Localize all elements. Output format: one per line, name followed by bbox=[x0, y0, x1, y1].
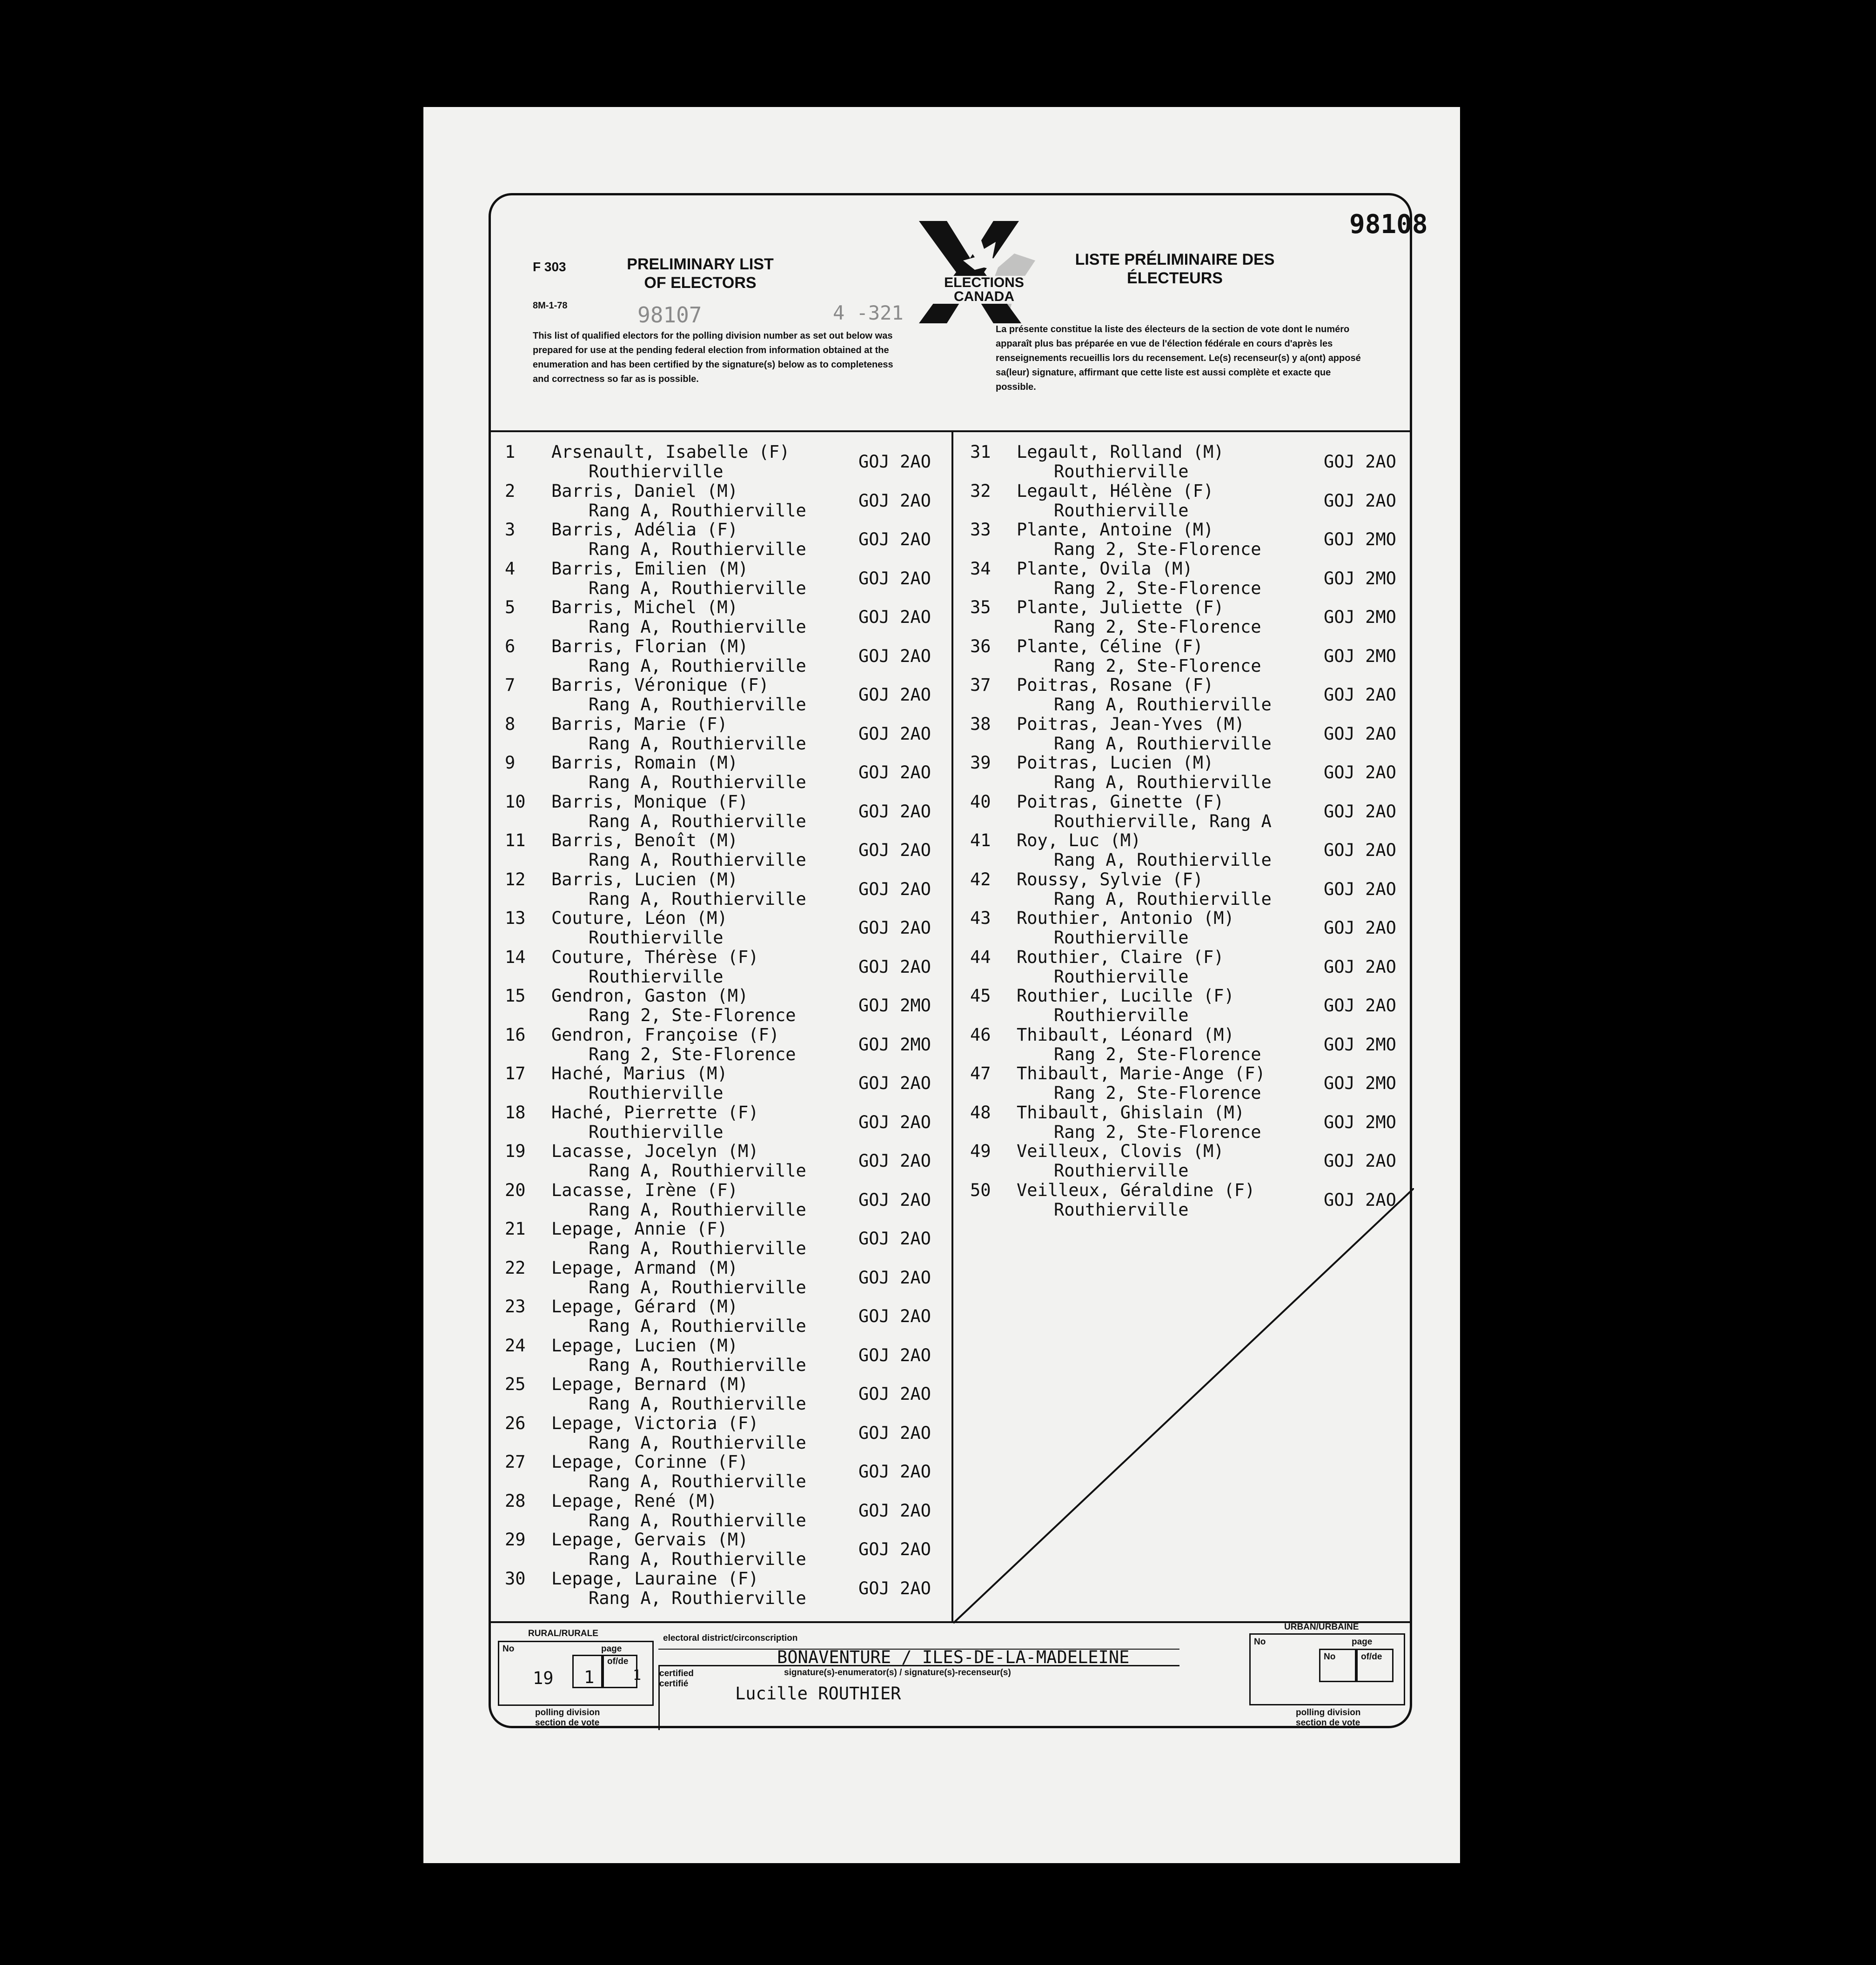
elector-postal-code: GOJ 2AO bbox=[1324, 918, 1396, 938]
elector-address: Rang A, Routhierville bbox=[589, 617, 806, 637]
elector-postal-code: GOJ 2AO bbox=[1324, 801, 1396, 822]
elector-name: Barris, Romain (M) bbox=[551, 753, 738, 773]
elector-address: Routhierville bbox=[1054, 461, 1189, 481]
rural-label: RURAL/RURALE bbox=[528, 1629, 598, 1638]
elector-name: Barris, Marie (F) bbox=[551, 714, 728, 734]
elector-name: Veilleux, Clovis (M) bbox=[1017, 1141, 1224, 1161]
elector-name: Lepage, Bernard (M) bbox=[551, 1374, 749, 1394]
logo-text-canada: CANADA bbox=[954, 289, 1014, 304]
elector-entry bbox=[970, 909, 1417, 948]
elector-entry bbox=[970, 1142, 1417, 1181]
elector-name: Thibault, Ghislain (M) bbox=[1017, 1102, 1245, 1123]
elector-entry bbox=[970, 715, 1417, 754]
elector-entry bbox=[505, 831, 951, 870]
elector-number: 40 bbox=[970, 791, 991, 812]
elector-entry bbox=[970, 598, 1417, 637]
elector-name: Thibault, Léonard (M) bbox=[1017, 1024, 1234, 1045]
elector-entry bbox=[970, 637, 1417, 676]
elector-postal-code: GOJ 2AO bbox=[1324, 956, 1396, 977]
document-sheet bbox=[423, 107, 1460, 1863]
elector-name: Legault, Hélène (F) bbox=[1017, 481, 1214, 501]
elector-entry bbox=[970, 753, 1417, 792]
elector-postal-code: GOJ 2AO bbox=[858, 956, 931, 977]
elector-name: Lepage, Victoria (F) bbox=[551, 1413, 759, 1433]
elector-postal-code: GOJ 2AO bbox=[858, 918, 931, 938]
elector-number: 43 bbox=[970, 908, 991, 928]
elector-entry bbox=[505, 792, 951, 831]
elector-number: 20 bbox=[505, 1180, 526, 1200]
elector-name: Routhier, Lucille (F) bbox=[1017, 986, 1234, 1006]
elector-number: 30 bbox=[505, 1568, 526, 1589]
elector-address: Routhierville bbox=[589, 1083, 724, 1103]
elector-entry bbox=[970, 986, 1417, 1025]
elector-name: Couture, Thérèse (F) bbox=[551, 947, 759, 967]
elector-postal-code: GOJ 2AO bbox=[858, 1384, 931, 1404]
elector-entry bbox=[505, 1297, 951, 1336]
elector-address: Rang A, Routhierville bbox=[589, 1549, 806, 1569]
elector-address: Rang 2, Ste-Florence bbox=[1054, 617, 1261, 637]
intro-french: La présente constitue la liste des électeurs de la section de vote dont le numéro apparaît plus bas préparée en vue de l'élection fédérale en cours d'après les renseignements recueillis lors du recensement. Le(s) recenseur(s) y a(ont) apposé sa(leur) signature, affirmant que cette liste est aussi complète et exacte que possible. bbox=[996, 324, 1361, 392]
elector-number: 5 bbox=[505, 597, 516, 617]
elector-entry bbox=[970, 831, 1417, 870]
elector-address: Rang 2, Ste-Florence bbox=[589, 1005, 796, 1025]
elector-postal-code: GOJ 2AO bbox=[1324, 1151, 1396, 1171]
elections-canada-logo bbox=[914, 216, 1054, 323]
elector-number: 25 bbox=[505, 1374, 526, 1394]
elector-entry bbox=[505, 520, 951, 559]
elector-address: Rang A, Routhierville bbox=[589, 1355, 806, 1375]
elector-entry bbox=[505, 481, 951, 521]
elector-number: 23 bbox=[505, 1297, 526, 1317]
elector-number: 29 bbox=[505, 1530, 526, 1550]
elector-name: Barris, Benoît (M) bbox=[551, 830, 738, 850]
elector-name: Legault, Rolland (M) bbox=[1017, 442, 1224, 462]
elector-name: Lepage, Corinne (F) bbox=[551, 1452, 749, 1472]
elector-name: Veilleux, Géraldine (F) bbox=[1017, 1180, 1255, 1200]
elector-name: Gendron, Gaston (M) bbox=[551, 986, 749, 1006]
elector-postal-code: GOJ 2AO bbox=[858, 1190, 931, 1210]
elector-address: Routhierville bbox=[1054, 966, 1189, 987]
elector-name: Roy, Luc (M) bbox=[1017, 830, 1141, 850]
elector-number: 32 bbox=[970, 481, 991, 501]
page-number: 1 bbox=[584, 1667, 595, 1687]
elector-number: 49 bbox=[970, 1141, 991, 1161]
elector-postal-code: GOJ 2AO bbox=[1324, 452, 1396, 472]
elector-address: Rang A, Routhierville bbox=[589, 539, 806, 559]
elector-address: Rang A, Routhierville bbox=[589, 1510, 806, 1531]
elector-entry bbox=[505, 1491, 951, 1531]
elector-name: Barris, Lucien (M) bbox=[551, 869, 738, 889]
elector-entry bbox=[505, 1219, 951, 1258]
urban-page-label: page bbox=[1352, 1637, 1373, 1647]
elector-number: 41 bbox=[970, 830, 991, 850]
elector-name: Barris, Daniel (M) bbox=[551, 481, 738, 501]
elector-address: Rang 2, Ste-Florence bbox=[1054, 1044, 1261, 1064]
urban-no-label: No bbox=[1254, 1637, 1266, 1647]
elector-number: 26 bbox=[505, 1413, 526, 1433]
elector-entry bbox=[505, 1064, 951, 1103]
elector-number: 33 bbox=[970, 520, 991, 540]
elector-number: 7 bbox=[505, 675, 516, 695]
page-of-number: 1 bbox=[633, 1667, 642, 1684]
elector-address: Rang A, Routhierville bbox=[589, 1316, 806, 1336]
elector-number: 21 bbox=[505, 1219, 526, 1239]
elector-name: Lepage, Annie (F) bbox=[551, 1219, 728, 1239]
elector-address: Routhierville bbox=[1054, 1199, 1189, 1220]
elector-address: Rang A, Routhierville bbox=[589, 655, 806, 676]
district-value: BONAVENTURE / ILES-DE-LA-MADELEINE bbox=[777, 1647, 1130, 1667]
elector-name: Plante, Céline (F) bbox=[1017, 636, 1203, 656]
elector-postal-code: GOJ 2AO bbox=[858, 1229, 931, 1249]
elector-address: Rang A, Routhierville bbox=[1054, 772, 1272, 792]
elector-name: Lepage, Gérard (M) bbox=[551, 1297, 738, 1317]
elector-address: Rang A, Routhierville bbox=[589, 1471, 806, 1491]
elector-postal-code: GOJ 2AO bbox=[1324, 685, 1396, 705]
elector-entry bbox=[505, 1258, 951, 1297]
logo-text-elections: ELECTIONS bbox=[944, 275, 1024, 290]
elector-address: Rang A, Routhierville bbox=[589, 1432, 806, 1453]
elector-address: Routhierville bbox=[589, 461, 724, 481]
elector-name: Thibault, Marie-Ange (F) bbox=[1017, 1063, 1266, 1083]
elector-number: 35 bbox=[970, 597, 991, 617]
elector-postal-code: GOJ 2AO bbox=[1324, 996, 1396, 1016]
rural-no-label: No bbox=[502, 1644, 515, 1654]
elector-number: 37 bbox=[970, 675, 991, 695]
elector-entry bbox=[970, 442, 1417, 481]
elector-name: Barris, Adélia (F) bbox=[551, 520, 738, 540]
elector-address: Rang A, Routhierville bbox=[589, 1199, 806, 1220]
elector-number: 24 bbox=[505, 1335, 526, 1356]
elector-entry bbox=[505, 909, 951, 948]
elector-entry bbox=[970, 481, 1417, 521]
elector-name: Poitras, Ginette (F) bbox=[1017, 791, 1224, 812]
elector-name: Lepage, René (M) bbox=[551, 1490, 717, 1511]
elector-postal-code: GOJ 2MO bbox=[1324, 1073, 1396, 1093]
elector-number: 27 bbox=[505, 1452, 526, 1472]
elector-number: 36 bbox=[970, 636, 991, 656]
elector-name: Arsenault, Isabelle (F) bbox=[551, 442, 790, 462]
elector-entry bbox=[505, 1025, 951, 1064]
elector-postal-code: GOJ 2AO bbox=[858, 1578, 931, 1598]
elector-postal-code: GOJ 2AO bbox=[858, 452, 931, 472]
urban-of-label: of/de bbox=[1361, 1652, 1382, 1662]
elector-entry bbox=[505, 1569, 951, 1608]
elector-address: Rang A, Routhierville bbox=[589, 578, 806, 598]
elector-entry bbox=[970, 792, 1417, 831]
elector-number: 46 bbox=[970, 1024, 991, 1045]
elector-entry bbox=[505, 870, 951, 909]
elector-postal-code: GOJ 2MO bbox=[1324, 646, 1396, 666]
elector-entry bbox=[505, 1530, 951, 1569]
certified-label: certified certifié bbox=[659, 1669, 694, 1689]
elector-name: Poitras, Jean-Yves (M) bbox=[1017, 714, 1245, 734]
elector-name: Routhier, Claire (F) bbox=[1017, 947, 1224, 967]
elector-address: Rang 2, Ste-Florence bbox=[1054, 1122, 1261, 1142]
elector-address: Routhierville bbox=[589, 1122, 724, 1142]
elector-number: 3 bbox=[505, 520, 516, 540]
elector-number: 34 bbox=[970, 558, 991, 579]
elector-number: 13 bbox=[505, 908, 526, 928]
elector-entry bbox=[505, 1181, 951, 1220]
elector-postal-code: GOJ 2AO bbox=[858, 1267, 931, 1288]
elector-name: Haché, Marius (M) bbox=[551, 1063, 728, 1083]
elector-postal-code: GOJ 2AO bbox=[858, 1112, 931, 1132]
elector-address: Routhierville, Rang A bbox=[1054, 811, 1272, 831]
elector-number: 2 bbox=[505, 481, 516, 501]
elector-postal-code: GOJ 2AO bbox=[1324, 490, 1396, 511]
elector-number: 31 bbox=[970, 442, 991, 462]
elector-address: Rang 2, Ste-Florence bbox=[1054, 539, 1261, 559]
elector-address: Rang A, Routhierville bbox=[589, 889, 806, 909]
elector-number: 16 bbox=[505, 1024, 526, 1045]
elector-entry bbox=[505, 675, 951, 715]
elector-entry bbox=[970, 870, 1417, 909]
elector-number: 28 bbox=[505, 1490, 526, 1511]
elector-address: Routhierville bbox=[589, 928, 724, 948]
elector-address: Rang A, Routhierville bbox=[589, 733, 806, 754]
elector-address: Rang A, Routhierville bbox=[589, 850, 806, 870]
elector-number: 45 bbox=[970, 986, 991, 1006]
elector-postal-code: GOJ 2AO bbox=[858, 490, 931, 511]
elector-postal-code: GOJ 2AO bbox=[858, 1151, 931, 1171]
elector-number: 22 bbox=[505, 1257, 526, 1278]
elector-entry bbox=[505, 637, 951, 676]
form-frame bbox=[489, 193, 1428, 1728]
elector-entry bbox=[970, 1103, 1417, 1142]
polling-division-number: 19 bbox=[533, 1668, 554, 1688]
elector-address: Rang A, Routhierville bbox=[589, 500, 806, 521]
urban-no2-label: No bbox=[1324, 1652, 1336, 1662]
blank-area-diagonal bbox=[953, 1188, 1414, 1625]
elector-entry bbox=[505, 1103, 951, 1142]
title-english: PRELIMINARY LIST OF ELECTORS bbox=[627, 255, 774, 292]
elector-entry bbox=[970, 1025, 1417, 1064]
elector-address: Routhierville bbox=[1054, 928, 1189, 948]
elector-name: Plante, Ovila (M) bbox=[1017, 558, 1193, 579]
elector-number: 1 bbox=[505, 442, 516, 462]
elector-postal-code: GOJ 2MO bbox=[1324, 1112, 1396, 1132]
elector-name: Barris, Florian (M) bbox=[551, 636, 749, 656]
elector-postal-code: GOJ 2AO bbox=[858, 1500, 931, 1521]
elector-postal-code: GOJ 2AO bbox=[1324, 879, 1396, 899]
enumerator-signature: Lucille ROUTHIER bbox=[735, 1684, 901, 1704]
elector-postal-code: GOJ 2AO bbox=[858, 1345, 931, 1365]
elector-entry bbox=[505, 1414, 951, 1453]
elector-entry bbox=[505, 442, 951, 481]
form-footer bbox=[491, 1621, 1410, 1730]
intro-english: This list of qualified electors for the polling division number as set out below was prepared for use at the pending federal election from information obtained at the enumeration and has been certified by the signature(s) below as to completeness and correctness so far as is possible. bbox=[533, 331, 893, 384]
elector-entry bbox=[505, 986, 951, 1025]
title-french: LISTE PRÉLIMINAIRE DES ÉLECTEURS bbox=[1075, 251, 1275, 287]
elector-number: 12 bbox=[505, 869, 526, 889]
elector-address: Rang A, Routhierville bbox=[589, 695, 806, 715]
form-code: F 303 bbox=[533, 260, 566, 274]
elector-entry bbox=[505, 1336, 951, 1375]
elector-postal-code: GOJ 2AO bbox=[858, 685, 931, 705]
district-label: electoral district/circonscription bbox=[663, 1633, 798, 1643]
elector-address: Rang A, Routhierville bbox=[589, 772, 806, 792]
elector-postal-code: GOJ 2MO bbox=[1324, 1034, 1396, 1055]
elector-entry bbox=[970, 675, 1417, 715]
elector-address: Rang A, Routhierville bbox=[589, 1238, 806, 1258]
elector-address: Rang A, Routhierville bbox=[589, 811, 806, 831]
elector-postal-code: GOJ 2AO bbox=[858, 1462, 931, 1482]
elector-entry bbox=[505, 1142, 951, 1181]
elector-name: Barris, Michel (M) bbox=[551, 597, 738, 617]
elector-name: Barris, Véronique (F) bbox=[551, 675, 769, 695]
elector-number: 18 bbox=[505, 1102, 526, 1123]
elector-postal-code: GOJ 2AO bbox=[858, 723, 931, 744]
serial-number: 98108 bbox=[1349, 209, 1428, 240]
elector-address: Rang A, Routhierville bbox=[1054, 889, 1272, 909]
elector-name: Lepage, Gervais (M) bbox=[551, 1530, 749, 1550]
elector-address: Routhierville bbox=[1054, 1161, 1189, 1181]
elector-name: Lepage, Lauraine (F) bbox=[551, 1568, 759, 1589]
elector-number: 9 bbox=[505, 753, 516, 773]
elector-number: 11 bbox=[505, 830, 526, 850]
urban-polling-division-label: polling division section de vote bbox=[1296, 1708, 1361, 1728]
elector-name: Lacasse, Irène (F) bbox=[551, 1180, 738, 1200]
rural-page-label: page bbox=[601, 1644, 622, 1654]
elector-number: 50 bbox=[970, 1180, 991, 1200]
elector-address: Rang A, Routhierville bbox=[589, 1277, 806, 1297]
elector-postal-code: GOJ 2AO bbox=[1324, 840, 1396, 860]
elector-number: 14 bbox=[505, 947, 526, 967]
elector-postal-code: GOJ 2AO bbox=[858, 1073, 931, 1093]
elector-name: Roussy, Sylvie (F) bbox=[1017, 869, 1203, 889]
elector-name: Haché, Pierrette (F) bbox=[551, 1102, 759, 1123]
elector-postal-code: GOJ 2MO bbox=[1324, 607, 1396, 627]
elector-postal-code: GOJ 2AO bbox=[858, 1306, 931, 1326]
elector-postal-code: GOJ 2AO bbox=[858, 801, 931, 822]
elector-number: 6 bbox=[505, 636, 516, 656]
elector-postal-code: GOJ 2AO bbox=[858, 762, 931, 782]
elector-entry bbox=[970, 948, 1417, 987]
elector-postal-code: GOJ 2MO bbox=[1324, 568, 1396, 588]
elector-number: 39 bbox=[970, 753, 991, 773]
signature-label: signature(s)-enumerator(s) / signature(s)-recenseur(s) bbox=[784, 1668, 1011, 1678]
elector-entry bbox=[505, 1452, 951, 1491]
elector-entry bbox=[970, 520, 1417, 559]
elector-name: Poitras, Lucien (M) bbox=[1017, 753, 1214, 773]
urban-label: URBAN/URBAINE bbox=[1284, 1622, 1359, 1632]
elector-entry bbox=[505, 948, 951, 987]
elector-postal-code: GOJ 2AO bbox=[858, 840, 931, 860]
elector-address: Routhierville bbox=[589, 966, 724, 987]
elector-entry bbox=[505, 715, 951, 754]
elector-address: Rang A, Routhierville bbox=[1054, 695, 1272, 715]
elector-name: Barris, Emilien (M) bbox=[551, 558, 749, 579]
elector-name: Poitras, Rosane (F) bbox=[1017, 675, 1214, 695]
elector-address: Rang 2, Ste-Florence bbox=[1054, 655, 1261, 676]
elector-address: Routhierville bbox=[1054, 500, 1189, 521]
elector-number: 47 bbox=[970, 1063, 991, 1083]
elector-name: Barris, Monique (F) bbox=[551, 791, 749, 812]
polling-division-label: polling division section de vote bbox=[535, 1708, 600, 1728]
elector-address: Rang A, Routhierville bbox=[589, 1161, 806, 1181]
form-date: 8M-1-78 bbox=[533, 301, 568, 311]
elector-number: 42 bbox=[970, 869, 991, 889]
elector-postal-code: GOJ 2AO bbox=[858, 529, 931, 549]
elector-name: Plante, Juliette (F) bbox=[1017, 597, 1224, 617]
elector-address: Rang 2, Ste-Florence bbox=[589, 1044, 796, 1064]
elector-number: 10 bbox=[505, 791, 526, 812]
elector-postal-code: GOJ 2MO bbox=[1324, 529, 1396, 549]
elector-address: Rang A, Routhierville bbox=[1054, 850, 1272, 870]
elector-entry bbox=[505, 1375, 951, 1414]
elector-number: 4 bbox=[505, 558, 516, 579]
elector-address: Routhierville bbox=[1054, 1005, 1189, 1025]
rural-of-label: of/de bbox=[607, 1657, 629, 1666]
stamp-number: 98107 bbox=[637, 302, 702, 328]
elector-postal-code: GOJ 2AO bbox=[1324, 1190, 1396, 1210]
elector-postal-code: GOJ 2AO bbox=[858, 607, 931, 627]
elector-postal-code: GOJ 2MO bbox=[858, 1034, 931, 1055]
elector-entry bbox=[970, 1064, 1417, 1103]
elector-number: 38 bbox=[970, 714, 991, 734]
elector-postal-code: GOJ 2AO bbox=[858, 1423, 931, 1443]
elector-number: 8 bbox=[505, 714, 516, 734]
elector-entry bbox=[505, 598, 951, 637]
elector-postal-code: GOJ 2AO bbox=[858, 1539, 931, 1559]
elector-entry bbox=[970, 559, 1417, 598]
elector-address: Rang 2, Ste-Florence bbox=[1054, 1083, 1261, 1103]
elector-number: 44 bbox=[970, 947, 991, 967]
elector-number: 17 bbox=[505, 1063, 526, 1083]
elector-name: Plante, Antoine (M) bbox=[1017, 520, 1214, 540]
elector-postal-code: GOJ 2AO bbox=[858, 646, 931, 666]
elector-list bbox=[491, 430, 1410, 1623]
elector-postal-code: GOJ 2AO bbox=[1324, 762, 1396, 782]
elector-postal-code: GOJ 2MO bbox=[858, 996, 931, 1016]
elector-name: Routhier, Antonio (M) bbox=[1017, 908, 1234, 928]
elector-name: Gendron, Françoise (F) bbox=[551, 1024, 780, 1045]
elector-name: Lepage, Armand (M) bbox=[551, 1257, 738, 1278]
elector-address: Rang A, Routhierville bbox=[1054, 733, 1272, 754]
elector-entry bbox=[505, 753, 951, 792]
elector-number: 48 bbox=[970, 1102, 991, 1123]
stamp-code: 4 -321 bbox=[833, 301, 904, 324]
elector-number: 19 bbox=[505, 1141, 526, 1161]
elector-name: Couture, Léon (M) bbox=[551, 908, 728, 928]
elector-name: Lepage, Lucien (M) bbox=[551, 1335, 738, 1356]
elector-address: Rang A, Routhierville bbox=[589, 1588, 806, 1608]
elector-address: Rang 2, Ste-Florence bbox=[1054, 578, 1261, 598]
elector-postal-code: GOJ 2AO bbox=[1324, 723, 1396, 744]
elector-postal-code: GOJ 2AO bbox=[858, 568, 931, 588]
elector-name: Lacasse, Jocelyn (M) bbox=[551, 1141, 759, 1161]
elector-address: Rang A, Routhierville bbox=[589, 1394, 806, 1414]
elector-number: 15 bbox=[505, 986, 526, 1006]
elector-postal-code: GOJ 2AO bbox=[858, 879, 931, 899]
elector-entry bbox=[505, 559, 951, 598]
